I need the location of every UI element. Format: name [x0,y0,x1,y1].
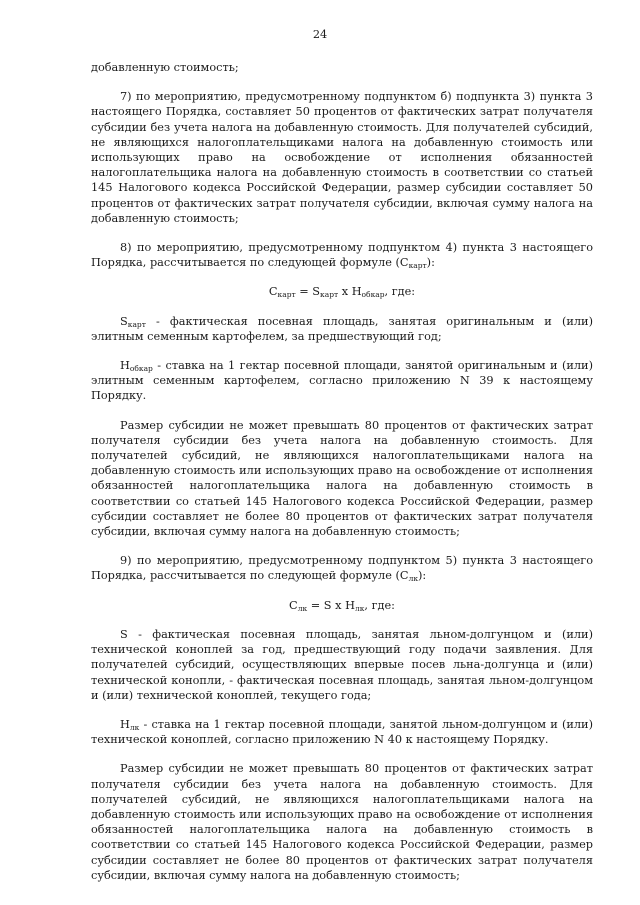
formula-potato [91,284,593,299]
subscript: лк [408,574,419,584]
paragraph-subsidy-limit-2: Размер субсидии не может превышать 80 процентов от фактических затрат получателя субсидии без учета налога на добавленную стоимость. Для получателей субсидий, не являющихся налогоплательщиками налога на добавленную стоимость или использующих право на освобождение от исполнения обязанностей налогоплательщика налога на добавленную стоимость в соответствии со статьей 145 Налогового кодекса Российской Федерации, размер субсидии составляет не более 80 процентов от фактических затрат получателя субсидии, включая сумму налога на добавленную стоимость; [91,762,593,882]
definition-n-lk [91,717,593,747]
subscript: карт [127,319,146,329]
subscript: обкар [129,364,153,374]
document-body [91,60,593,897]
subscript: карт [408,261,427,271]
paragraph-item-7: 7) по мероприятию, предусмотренному подпунктом б) подпункта 3) пункта 3 настоящего Порядка, составляет 50 процентов от фактических затрат получателя субсидии без учета налога на добавленную стоимость. Для получателей субсидий, не являющихся налогоплательщиками налога на добавленную стоимость или использующих право на освобождение от исполнения обязанностей налогоплательщика налога на добавленную стоимость в соответствии со статьей 145 Налогового кодекса Российской Федерации, размер субсидии составляет 50 процентов от фактических затрат получателя субсидии, включая сумму налога на добавленную стоимость; [91,90,593,225]
paragraph-continuation: добавленную стоимость; [91,61,239,74]
formula-subscript: карт [320,290,339,300]
formula-term: x Н [338,285,362,299]
formula-flax [91,598,593,613]
symbol: Н [120,717,130,731]
paragraph-text: 8) по мероприятию, предусмотренному подпунктом 4) пункта 3 настоящего Порядка, рассчитывается по следующей формуле (С [91,241,593,270]
formula-subscript: лк [297,603,308,613]
paragraph-text-end: ): [426,256,435,270]
formula-term: , где: [384,285,416,299]
definition-n-obkar [91,358,593,404]
subscript: лк [129,722,140,732]
formula-subscript: лк [354,603,365,613]
paragraph-subsidy-limit: Размер субсидии не может превышать 80 процентов от фактических затрат получателя субсидии без учета налога на добавленную стоимость. Для получателей субсидий, не являющихся налогоплательщиками налога на добавленную стоимость или использующих право на освобождение от исполнения обязанностей налогоплательщика налога на добавленную стоимость в соответствии со статьей 145 Налогового кодекса Российской Федерации, размер субсидии составляет не более 80 процентов от фактических затрат получателя субсидии, включая сумму налога на добавленную стоимость; [91,418,593,539]
formula-term: = S x Н [307,598,355,612]
definition-s-area: S - фактическая посевная площадь, занятая льном-долгунцом и (или) технической коноплей за год, предшествующий году подачи заявления. Для получателей субсидий, осуществляющих впервые посев льна-долгунца и (или) технической конопли, - фактическая посевная площадь, занятая льном-долгунцом и (или) технической коноплей, текущего года; [91,627,593,702]
formula-subscript: карт [277,290,296,300]
formula-term: С [289,598,298,612]
symbol: S [120,314,128,328]
symbol: Н [120,359,130,373]
paragraph-text: 9) по мероприятию, предусмотренному подпунктом 5) пункта 3 настоящего Порядка, рассчитывается по следующей формуле (С [91,554,593,583]
definition-text: - фактическая посевная площадь, занятая оригинальным и (или) элитным семенным картофелем, за предшествующий год; [91,314,593,343]
paragraph-text-end: ): [418,569,427,583]
formula-term: = S [295,285,321,299]
page-number: 24 [312,28,328,41]
definition-s-kart [91,314,593,344]
formula-term: С [268,285,278,299]
definition-text: - ставка на 1 гектар посевной площади, занятой оригинальным и (или) элитным семенным картофелем, согласно приложению N 39 к настоящему Порядку. [91,359,593,403]
definition-text: - ставка на 1 гектар посевной площади, занятой льном-долгунцом и (или) технической коноплей, согласно приложению N 40 к настоящему Порядку. [91,717,593,747]
paragraph-item-8 [91,240,593,270]
paragraph-item-9 [91,553,593,583]
formula-term: , где: [364,598,395,612]
formula-subscript: обкар [361,290,385,300]
